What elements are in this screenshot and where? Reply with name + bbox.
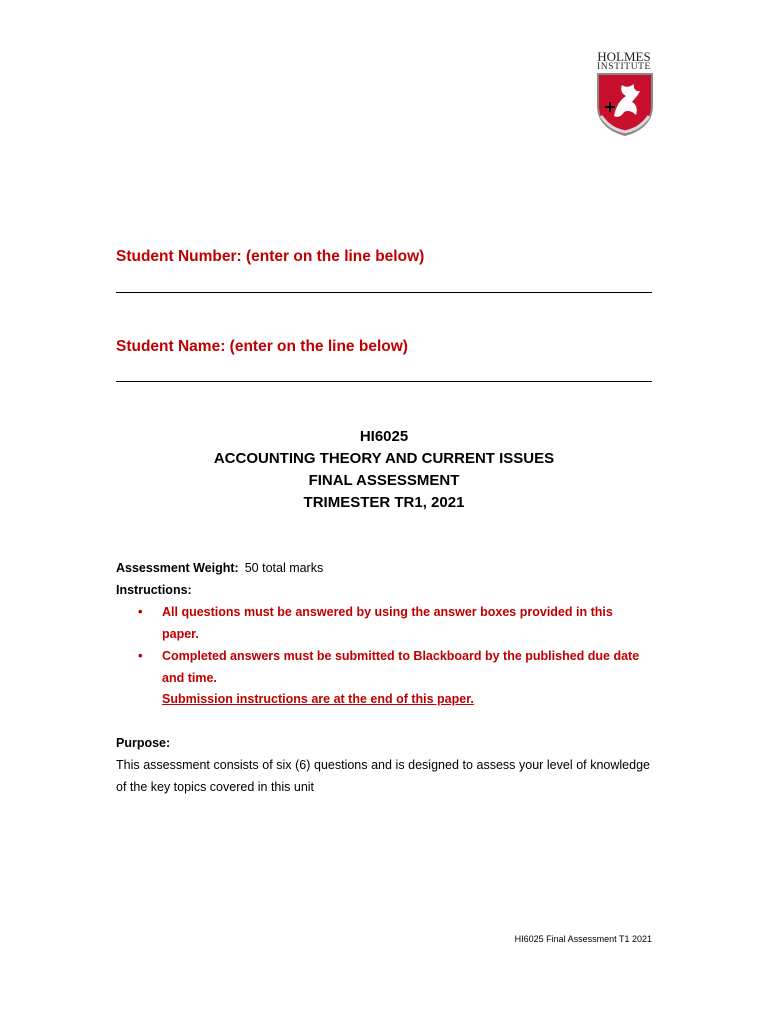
course-code: HI6025 xyxy=(359,428,409,445)
page-footer: HI6025 Final Assessment T1 2021 xyxy=(514,934,652,944)
student-number-line[interactable] xyxy=(116,292,652,293)
instruction-text: All questions must be answered by using the answer boxes provided in this paper. xyxy=(162,605,613,641)
assessment-type: FINAL ASSESSMENT xyxy=(308,472,460,489)
purpose-text: This assessment consists of six (6) questions and is designed to assess your level of knowledge of the key topics covered in this unit xyxy=(116,758,650,794)
griffin-shield-icon xyxy=(596,72,654,136)
course-title: ACCOUNTING THEORY AND CURRENT ISSUES xyxy=(213,450,555,467)
holmes-institute-logo xyxy=(594,50,654,136)
instructions-label: Instructions: xyxy=(116,583,192,597)
student-number-label: Student Number: (enter on the line below) xyxy=(116,248,425,265)
list-item xyxy=(116,601,652,645)
bullet-icon: • xyxy=(138,604,143,619)
assessment-weight-value: 50 total marks xyxy=(244,561,324,575)
trimester: TRIMESTER TR1, 2021 xyxy=(303,494,465,511)
list-item xyxy=(116,645,652,689)
instruction-text: Completed answers must be submitted to Blackboard by the published due date and time. xyxy=(162,649,640,685)
bullet-icon: • xyxy=(138,648,143,663)
student-name-line[interactable] xyxy=(116,381,652,382)
assessment-weight-row xyxy=(116,557,323,579)
logo-name-line2: INSTITUTE xyxy=(597,62,651,72)
assessment-title-block xyxy=(116,426,652,514)
student-name-label: Student Name: (enter on the line below) xyxy=(116,338,408,355)
submission-note: Submission instructions are at the end of this paper. xyxy=(162,692,474,706)
instructions-list xyxy=(116,601,652,689)
assessment-weight-label: Assessment Weight: xyxy=(116,561,239,575)
logo-name-line1: HOLMES xyxy=(597,49,651,64)
purpose-label: Purpose: xyxy=(116,736,171,750)
